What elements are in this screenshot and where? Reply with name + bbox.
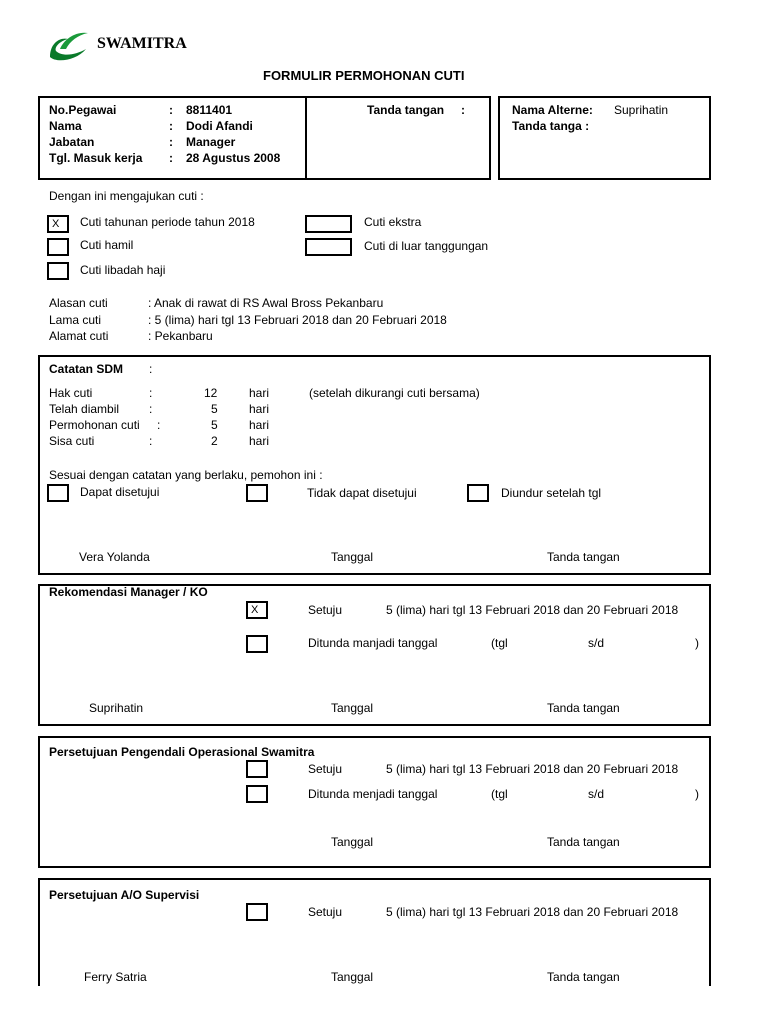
- extra-leave-checkbox[interactable]: [305, 215, 352, 233]
- postpone-label: Ditunda menjadi tanggal: [308, 787, 438, 801]
- address-value: : Pekanbaru: [148, 329, 213, 343]
- signature-label: Tanda tangan: [367, 103, 445, 117]
- entitlement-note: (setelah dikurangi cuti bersama): [309, 386, 480, 400]
- unit-label: hari: [249, 434, 270, 448]
- leave-entitlement-label: Hak cuti: [49, 386, 93, 400]
- colon: :: [169, 151, 173, 165]
- annual-leave-checkbox[interactable]: X: [47, 215, 69, 233]
- employee-join-date-label: Tgl. Masuk kerja: [49, 151, 143, 165]
- postpone-label: Diundur setelah tgl: [501, 486, 602, 500]
- extra-leave-label: Cuti ekstra: [364, 215, 422, 229]
- colon: :: [461, 103, 465, 117]
- supervisor-signer-name: Ferry Satria: [84, 970, 147, 984]
- date-label: Tanggal: [331, 550, 374, 564]
- approve-label: Setuju: [308, 905, 343, 919]
- duration-label: Lama cuti: [49, 313, 102, 327]
- alternate-signature-label: Tanda tanga :: [512, 119, 590, 133]
- colon: :: [149, 402, 153, 416]
- supervisor-approve-checkbox[interactable]: [246, 903, 268, 921]
- date-label: Tanggal: [331, 835, 374, 849]
- postpone-date-range: s/d: [588, 787, 605, 801]
- unpaid-leave-label: Cuti di luar tanggungan: [364, 239, 489, 253]
- reject-checkbox[interactable]: [246, 484, 268, 502]
- approve-label: Dapat disetujui: [80, 485, 160, 499]
- hr-statement: Sesuai dengan catatan yang berlaku, pemohon ini :: [49, 468, 323, 482]
- leave-remaining-value: 2: [211, 434, 218, 448]
- maternity-leave-label: Cuti hamil: [80, 238, 134, 252]
- postpone-label: Ditunda manjadi tanggal: [308, 636, 438, 650]
- approve-checkbox[interactable]: [47, 484, 69, 502]
- hr-notes-title: Catatan SDM: [49, 362, 124, 376]
- reason-label: Alasan cuti: [49, 296, 108, 310]
- maternity-leave-checkbox[interactable]: [47, 238, 69, 256]
- postpone-date-open: (tgl: [491, 787, 508, 801]
- reject-label: Tidak dapat disetujui: [307, 486, 417, 500]
- annual-leave-label: Cuti tahunan periode tahun 2018: [80, 215, 255, 229]
- unit-label: hari: [249, 386, 270, 400]
- request-intro: Dengan ini mengajukan cuti :: [49, 189, 204, 203]
- approve-detail: 5 (lima) hari tgl 13 Februari 2018 dan 20 Februari 2018: [386, 603, 679, 617]
- colon: :: [169, 103, 173, 117]
- employee-no-label: No.Pegawai: [49, 103, 117, 117]
- supervisor-approval-title: Persetujuan A/O Supervisi: [49, 888, 200, 902]
- postpone-date-open: (tgl: [491, 636, 508, 650]
- reason-value: : Anak di rawat di RS Awal Bross Pekanbaru: [148, 296, 384, 310]
- hr-signer-name: Vera Yolanda: [79, 550, 150, 564]
- signature-divider: [305, 96, 307, 180]
- leave-entitlement-value: 12: [204, 386, 218, 400]
- employee-position-label: Jabatan: [49, 135, 95, 149]
- date-label: Tanggal: [331, 701, 374, 715]
- approve-label: Setuju: [308, 603, 343, 617]
- hajj-leave-label: Cuti libadah haji: [80, 263, 166, 277]
- manager-signer-name: Suprihatin: [89, 701, 144, 715]
- signature-label: Tanda tangan: [547, 970, 620, 984]
- leave-taken-label: Telah diambil: [49, 402, 120, 416]
- unit-label: hari: [249, 402, 270, 416]
- manager-postpone-checkbox[interactable]: [246, 635, 268, 653]
- unit-label: hari: [249, 418, 270, 432]
- hajj-leave-checkbox[interactable]: [47, 262, 69, 280]
- alternate-name-label: Nama Alterne:: [512, 103, 593, 117]
- colon: :: [149, 362, 153, 376]
- colon: :: [157, 418, 161, 432]
- alternate-name-value: Suprihatin: [614, 103, 669, 117]
- date-label: Tanggal: [331, 970, 374, 984]
- approve-detail: 5 (lima) hari tgl 13 Februari 2018 dan 20 Februari 2018: [386, 905, 679, 919]
- manager-recommendation-title: Rekomendasi Manager / KO: [49, 585, 208, 599]
- employee-name-label: Nama: [49, 119, 82, 133]
- signature-label: Tanda tangan: [547, 701, 620, 715]
- employee-name-value: Dodi Afandi: [186, 119, 253, 133]
- leave-remaining-label: Sisa cuti: [49, 434, 95, 448]
- approve-detail: 5 (lima) hari tgl 13 Februari 2018 dan 20 Februari 2018: [386, 762, 679, 776]
- manager-approve-checkbox[interactable]: X: [246, 601, 268, 619]
- approve-label: Setuju: [308, 762, 343, 776]
- employee-join-date-value: 28 Agustus 2008: [186, 151, 281, 165]
- unpaid-leave-checkbox[interactable]: [305, 238, 352, 256]
- colon: :: [169, 135, 173, 149]
- postpone-date-close: ): [695, 787, 699, 801]
- signature-label: Tanda tangan: [547, 550, 620, 564]
- employee-no-value: 8811401: [186, 103, 233, 117]
- address-label: Alamat cuti: [49, 329, 109, 343]
- postpone-date-range: s/d: [588, 636, 605, 650]
- duration-value: : 5 (lima) hari tgl 13 Februari 2018 dan 20 Februari 2018: [148, 313, 447, 327]
- colon: :: [149, 434, 153, 448]
- employee-position-value: Manager: [186, 135, 236, 149]
- controller-postpone-checkbox[interactable]: [246, 785, 268, 803]
- brand-name: SWAMITRA: [97, 35, 187, 52]
- controller-approval-title: Persetujuan Pengendali Operasional Swamitra: [49, 745, 315, 759]
- form-title: FORMULIR PERMOHONAN CUTI: [263, 68, 465, 83]
- colon: :: [169, 119, 173, 133]
- swamitra-logo-icon: [46, 27, 90, 63]
- leave-taken-value: 5: [211, 402, 218, 416]
- signature-label: Tanda tangan: [547, 835, 620, 849]
- controller-approve-checkbox[interactable]: [246, 760, 268, 778]
- postpone-checkbox[interactable]: [467, 484, 489, 502]
- leave-requested-value: 5: [211, 418, 218, 432]
- leave-requested-label: Permohonan cuti: [49, 418, 140, 432]
- colon: :: [149, 386, 153, 400]
- postpone-date-close: ): [695, 636, 699, 650]
